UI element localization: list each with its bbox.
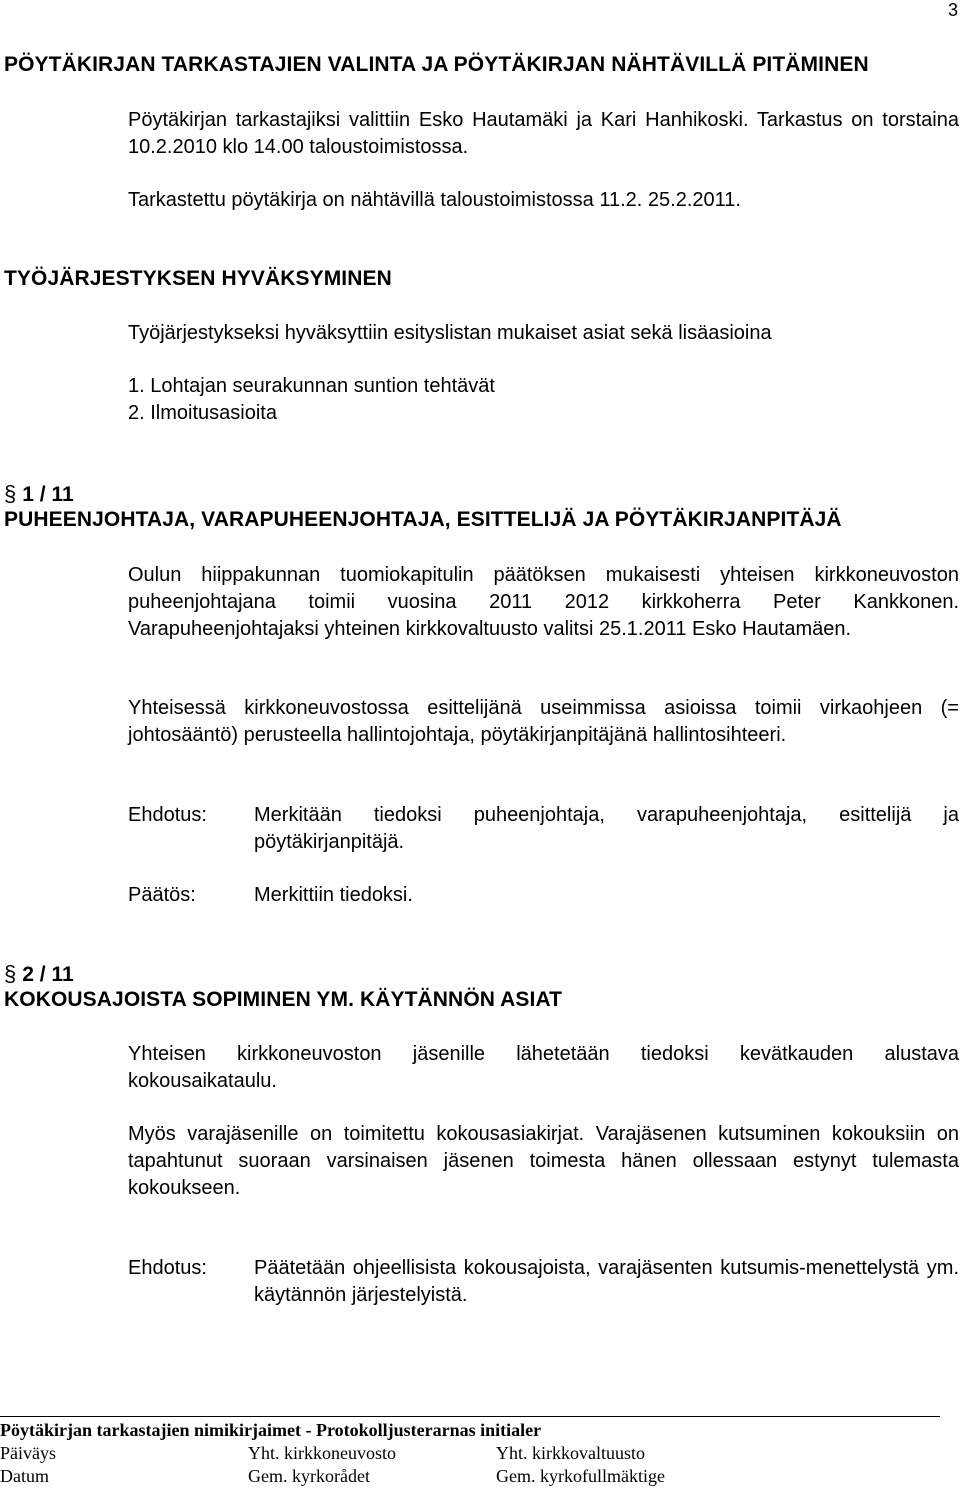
proposal-label: Ehdotus: — [128, 804, 207, 826]
footer-cell: Gem. kyrkofullmäktige — [496, 1466, 665, 1486]
section-sign: § — [4, 481, 17, 506]
footer-cell: Gem. kyrkorådet — [248, 1466, 370, 1486]
footer-cell: Datum — [0, 1466, 49, 1486]
heading-section-1: PUHEENJOHTAJA, VARAPUHEENJOHTAJA, ESITTELIJÄ JA PÖYTÄKIRJANPITÄJÄ — [4, 508, 842, 531]
footer-divider — [0, 1416, 940, 1417]
paragraph-public-display: Tarkastettu pöytäkirja on nähtävillä taloustoimistossa 11.2. 25.2.2011. — [128, 189, 741, 211]
decision-text: Merkittiin tiedoksi. — [254, 884, 413, 906]
section-sign: § — [4, 961, 17, 986]
footer-cell: Päiväys — [0, 1443, 56, 1463]
decision-label: Päätös: — [128, 884, 196, 906]
section-number-1 — [4, 481, 74, 507]
footer-cell: Yht. kirkkoneuvosto — [248, 1443, 396, 1463]
heading-minutes-checkers: PÖYTÄKIRJAN TARKASTAJIEN VALINTA JA PÖYTÄKIRJAN NÄHTÄVILLÄ PITÄMINEN — [4, 53, 869, 76]
proposal-text: Päätetään ohjeellisista kokousajoista, varajäsenten kutsumis-menettelystä ym. käytännön järjestelyistä. — [254, 1257, 959, 1306]
section-1-paragraph-1: Oulun hiippakunnan tuomiokapitulin päätöksen mukaisesti yhteisen kirkkoneuvoston puheenjohtajana toimii vuosina 2011 2012 kirkkoherra Peter Kankkonen. Varapuheenjohtajaksi yhteinen kirkkovaltuusto valitsi 25.1.2011 Esko Hautamäen. — [128, 564, 959, 640]
section-1-paragraph-2: Yhteisessä kirkkoneuvostossa esittelijänä useimmissa asioissa toimii virkaohjeen (= johtosääntö) perusteella hallintojohtaja, pöytäkirjanpitäjänä hallintosihteeri. — [128, 697, 959, 746]
heading-section-2: KOKOUSAJOISTA SOPIMINEN YM. KÄYTÄNNÖN ASIAT — [4, 988, 563, 1011]
section-number-text: 1 / 11 — [22, 483, 74, 506]
page-number: 3 — [947, 0, 958, 20]
agenda-item: 2. Ilmoitusasioita — [128, 402, 277, 424]
heading-agenda: TYÖJÄRJESTYKSEN HYVÄKSYMINEN — [4, 267, 392, 290]
proposal-text: Merkitään tiedoksi puheenjohtaja, varapuheenjohtaja, esittelijä ja pöytäkirjanpitäjä. — [254, 804, 959, 853]
proposal-label: Ehdotus: — [128, 1257, 207, 1279]
section-2-paragraph-1: Yhteisen kirkkoneuvoston jäsenille lähetetään tiedoksi kevätkauden alustava kokousaikataulu. — [128, 1043, 959, 1092]
section-2-paragraph-2: Myös varajäsenille on toimitettu kokousasiakirjat. Varajäsenen kutsuminen kokouksiin on tapahtunut suoraan varsinaisen jäsenen toimesta hänen ollessaan estynyt tulemasta kokoukseen. — [128, 1123, 959, 1199]
section-number-2 — [4, 961, 74, 987]
agenda-intro: Työjärjestykseksi hyväksyttiin esityslistan mukaiset asiat sekä lisäasioina — [128, 322, 772, 344]
agenda-item: 1. Lohtajan seurakunnan suntion tehtävät — [128, 375, 495, 397]
footer-cell: Yht. kirkkovaltuusto — [496, 1443, 645, 1463]
footer-title: Pöytäkirjan tarkastajien nimikirjaimet - Protokolljusterarnas initialer — [0, 1420, 542, 1440]
paragraph-checkers: Pöytäkirjan tarkastajiksi valittiin Esko Hautamäki ja Kari Hanhikoski. Tarkastus on torstaina 10.2.2010 klo 14.00 taloustoimistossa. — [128, 109, 959, 158]
section-number-text: 2 / 11 — [22, 963, 74, 986]
